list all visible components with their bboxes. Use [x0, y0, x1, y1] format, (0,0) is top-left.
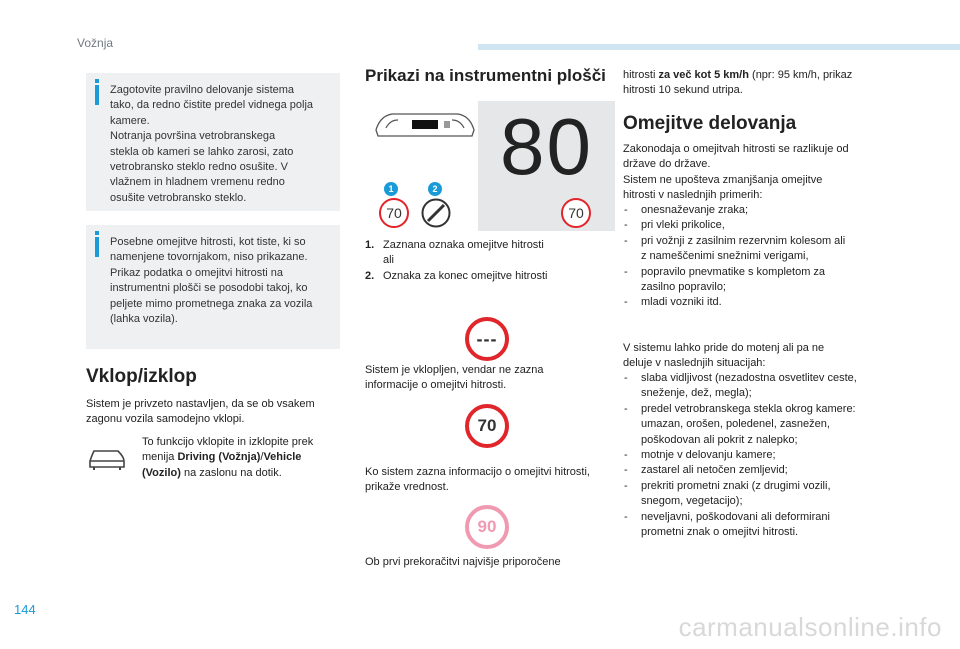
caption-no-info: [365, 363, 605, 394]
sign-value: 70: [386, 205, 402, 221]
list-item: [623, 402, 913, 448]
heading-limitations: Omejitve delovanja: [623, 113, 797, 134]
info-note-limits: [86, 225, 340, 349]
text-line: Sistem je privzeto nastavljen, da se ob vsakem: [86, 398, 315, 410]
list-item-text: sneženje, dež, megla);: [641, 387, 752, 400]
list-item: [623, 463, 913, 478]
note-line: Prikaz podatka o omejitvi hitrosti na: [110, 266, 284, 279]
note-line: namenjene tovornjakom, niso prikazane.: [110, 251, 308, 264]
list-item-text: mladi vozniki itd.: [641, 296, 722, 309]
list-item: [623, 510, 913, 541]
sign-value: 90: [477, 517, 497, 536]
header-bar: [478, 44, 960, 50]
list-item-text: neveljavni, poškodovani ali deformirani: [641, 510, 830, 523]
sign-value: 70: [568, 205, 584, 221]
display-speed: 80: [500, 102, 593, 191]
speed-70-sign-icon: [465, 404, 509, 448]
display-limit-sign-icon: [561, 198, 591, 228]
legend-text: ali: [383, 254, 395, 267]
limitations-intro: [623, 142, 895, 204]
list-item: [623, 448, 913, 463]
note-line: vlažnem in hladnem vremenu redno: [110, 176, 285, 189]
note-line: (lahka vozila).: [110, 313, 178, 326]
text-line: zagonu vozila samodejno vklopi.: [86, 413, 245, 426]
sign-value: 70: [477, 416, 497, 435]
list-item-text: predel vetrobranskega stekla okrog kamere:: [641, 402, 856, 415]
info-note-camera: [86, 73, 340, 211]
no-info-sign-icon: [465, 317, 509, 361]
list-item: [623, 203, 903, 218]
speed-90-sign-icon: [465, 505, 509, 549]
menu-name-vozilo: (Vozilo): [142, 466, 181, 479]
heading-vklop-izklop: Vklop/izklop: [86, 366, 197, 387]
legend-text: Zaznana oznaka omejitve hitrosti: [383, 239, 544, 251]
continuation-text: [623, 68, 895, 99]
list-item-text: prekriti prometni znaki (z drugimi vozili,: [641, 479, 831, 492]
list-item-text: snegom, vegetacijo);: [641, 495, 743, 508]
list-item: [623, 218, 903, 233]
list-item-text: umazan, orošen, poledenel, zasnežen,: [641, 418, 830, 431]
end-of-limit-sign-icon: [421, 198, 451, 233]
text-line: deluje v naslednjih situacijah:: [623, 357, 766, 370]
touchscreen-icon: [88, 447, 128, 476]
caption-value-shown: [365, 465, 615, 496]
text-line: Sistem je vklopljen, vendar ne zazna: [365, 364, 544, 376]
page-number: 144: [14, 602, 36, 617]
text-line: Ko sistem zazna informacijo o omejitvi hitrosti,: [365, 466, 590, 478]
list-item: [623, 265, 903, 296]
text-line: [142, 450, 342, 465]
text-line: To funkcijo vklopite in izklopite prek: [142, 436, 314, 448]
text-line: hitrosti 10 sekund utripa.: [623, 84, 743, 97]
menu-name-vehicle: Vehicle: [263, 451, 302, 464]
limitations-list: [623, 203, 903, 311]
text-line: V sistemu lahko pride do motenj ali pa ne: [623, 342, 825, 354]
legend-item: [365, 269, 605, 284]
list-item-text: onesnaževanje zraka;: [641, 204, 749, 216]
instrument-cluster-icon: [372, 110, 478, 145]
text-segment: menija: [142, 451, 178, 464]
caption-exceeded: Ob prvi prekoračitvi najvišje priporočene: [365, 556, 561, 568]
note-line: Notranja površina vetrobranskega: [110, 130, 276, 143]
list-item: [623, 479, 913, 510]
text-segment: hitrosti: [623, 69, 659, 81]
list-item-text: pri vleki prikolice,: [641, 219, 725, 232]
text-line: [623, 68, 895, 83]
heading-instrument-display: Prikazi na instrumentni plošči: [365, 66, 606, 85]
text-line: prikaže vrednost.: [365, 481, 449, 494]
section-label: Vožnja: [77, 36, 114, 50]
list-item: [623, 234, 903, 265]
legend-number: 1.: [365, 239, 375, 251]
text-segment: /: [260, 451, 264, 464]
list-item-text: z nameščenimi snežnimi verigami,: [641, 250, 809, 263]
legend: [365, 238, 605, 284]
note-line: stekla ob kameri se lahko zarosi, zato: [110, 145, 294, 158]
text-segment: na zaslonu na dotik.: [180, 466, 282, 479]
list-item: [623, 295, 903, 310]
note-line: Zagotovite pravilno delovanje sistema: [110, 84, 295, 96]
info-icon: [95, 85, 99, 105]
note-line: instrumentni plošči se posodobi takoj, ko: [110, 282, 308, 295]
text-segment-bold: za več kot 5 km/h: [658, 69, 749, 81]
legend-text: Oznaka za konec omejitve hitrosti: [383, 269, 548, 282]
marker-2: 2: [428, 182, 442, 196]
list-item-text: slaba vidljivost (nezadostna osvetlitev ceste,: [641, 372, 857, 384]
legend-number: 2.: [365, 269, 375, 282]
list-item-text: poškodovan ali pokrit z nalepko;: [641, 433, 798, 446]
text-line: Zakonodaja o omejitvah hitrosti se razlikuje od: [623, 143, 849, 155]
malfunction-list: [623, 371, 913, 540]
marker-1: 1: [384, 182, 398, 196]
paragraph-vklop: [86, 397, 346, 428]
note-line: peljete mimo prometnega znaka za vozila: [110, 297, 313, 310]
text-line: [142, 466, 342, 481]
note-line: tako, da redno čistite predel vidnega polja: [110, 99, 314, 112]
text-line: informacije o omejitvi hitrosti.: [365, 379, 507, 392]
malfunction-intro: [623, 341, 895, 372]
text-line: hitrosti v naslednjih primerih:: [623, 189, 763, 202]
list-item-text: pri vožnji z zasilnim rezervnim kolesom ali: [641, 234, 846, 247]
note-line: osušite vetrobransko steklo.: [110, 191, 247, 204]
list-item-text: zastarel ali netočen zemljevid;: [641, 464, 788, 477]
list-item-text: popravilo pnevmatike s kompletom za: [641, 265, 826, 278]
note-line: kamere.: [110, 114, 150, 127]
text-line: države do države.: [623, 158, 711, 171]
menu-name-driving: Driving (Vožnja): [177, 451, 261, 464]
touchscreen-instruction: [142, 435, 342, 481]
text-segment: (npr: 95 km/h, prikaz: [748, 69, 853, 81]
note-line: Posebne omejitve hitrosti, kot tiste, ki so: [110, 236, 306, 248]
speed-limit-sign-icon: [379, 198, 409, 228]
text-line: Sistem ne upošteva zmanjšanja omejitve: [623, 173, 823, 186]
legend-item: [365, 238, 605, 269]
watermark: carmanualsonline.info: [678, 612, 942, 642]
note-line: vetrobransko steklo redno osušite. V: [110, 161, 288, 174]
list-item: [623, 371, 913, 402]
list-item-text: motnje v delovanju kamere;: [641, 449, 776, 462]
sign-value: ---: [476, 328, 498, 349]
info-icon: [95, 237, 99, 257]
list-item-text: prometni znak o omejitvi hitrosti.: [641, 526, 799, 539]
list-item-text: zasilno popravilo;: [641, 281, 726, 294]
